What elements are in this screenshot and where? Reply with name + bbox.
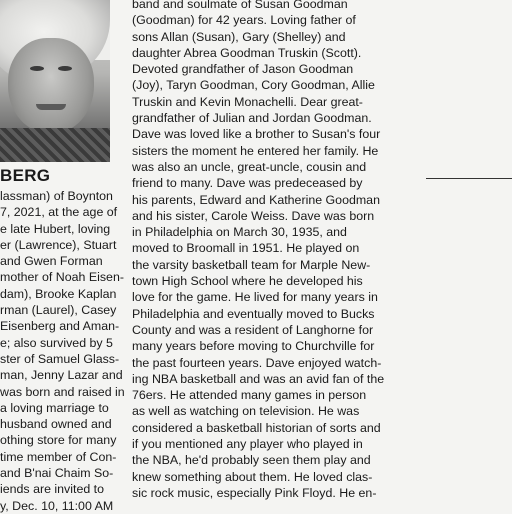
text-line: the NBA, he'd probably seen them play and: [132, 453, 371, 468]
text-line: many years before moving to Churchville for: [132, 339, 375, 354]
text-line: a loving marriage to: [0, 400, 109, 415]
text-line: Dave was loved like a brother to Susan's four: [132, 127, 381, 142]
text-line: sic rock music, especially Pink Floyd. He en-: [132, 485, 377, 500]
text-line: love for the game. He lived for many years in: [132, 290, 378, 305]
text-line: moved to Broomall in 1951. He played on: [132, 241, 360, 256]
text-line: town High School where he developed his: [132, 274, 363, 289]
text-line: Eisenberg and Aman-: [0, 319, 120, 334]
photo-face: [8, 38, 94, 134]
text-line: (Goodman) for 42 years. Loving father of: [132, 13, 356, 28]
text-line: 76ers. He attended many games in person: [132, 388, 367, 403]
text-line: grandfather of Julian and Jordan Goodman.: [132, 111, 372, 126]
obituary-left-text: [0, 188, 128, 514]
photo-eye-left: [30, 66, 44, 71]
text-line: iends are invited to: [0, 482, 105, 497]
text-line: and B'nai Chaim So-: [0, 466, 114, 481]
obituary-portrait-photo: [0, 0, 110, 162]
text-line: band and soulmate of Susan Goodman: [132, 0, 348, 11]
text-line: Philadelphia and eventually moved to Bucks: [132, 306, 375, 321]
photo-eye-right: [58, 66, 72, 71]
text-line: daughter Abrea Goodman Truskin (Scott).: [132, 45, 362, 60]
text-line: mother of Noah Eisen-: [0, 270, 124, 285]
text-line: was also an uncle, great-uncle, cousin and: [132, 159, 367, 174]
text-line: sons Allan (Susan), Gary (Shelley) and: [132, 29, 346, 44]
text-line: the past fourteen years. Dave enjoyed watch-: [132, 355, 382, 370]
text-line: e late Hubert, loving: [0, 221, 111, 236]
text-line: and his sister, Carole Weiss. Dave was born: [132, 208, 375, 223]
obituary-divider-rule: [426, 178, 512, 179]
text-line: Devoted grandfather of Jason Goodman: [132, 62, 354, 77]
text-line: (Joy), Taryn Goodman, Cory Goodman, Allie: [132, 78, 375, 93]
obituary-middle-column: [132, 0, 409, 501]
obituary-name-heading: BERG: [0, 166, 51, 185]
text-line: as well as watching on television. He was: [132, 404, 360, 419]
text-line: Truskin and Kevin Monachelli. Dear great-: [132, 94, 363, 109]
text-line: er (Lawrence), Stuart: [0, 237, 117, 252]
obituary-left-column: [0, 0, 128, 514]
photo-mouth: [36, 104, 66, 110]
text-line: County and was a resident of Langhorne for: [132, 322, 374, 337]
text-line: y, Dec. 10, 11:00 AM: [0, 498, 114, 513]
text-line: his parents, Edward and Katherine Goodman: [132, 192, 380, 207]
text-line: ing NBA basketball and was an avid fan of the: [132, 371, 385, 386]
obituary-middle-text: [132, 0, 409, 501]
text-line: man, Jenny Lazar and: [0, 368, 123, 383]
text-line: was born and raised in: [0, 384, 125, 399]
text-line: and Gwen Forman: [0, 254, 103, 269]
text-line: friend to many. Dave was predeceased by: [132, 176, 363, 191]
text-line: considered a basketball historian of sorts and: [132, 420, 381, 435]
text-line: husband owned and: [0, 417, 112, 432]
text-line: if you mentioned any player who played in: [132, 437, 363, 452]
text-line: othing store for many: [0, 433, 117, 448]
text-line: 7, 2021, at the age of: [0, 205, 118, 220]
text-line: in Philadelphia on March 30, 1935, and: [132, 225, 347, 240]
text-line: ster of Samuel Glass-: [0, 351, 120, 366]
text-line: time member of Con-: [0, 449, 117, 464]
text-line: lassman) of Boynton: [0, 189, 113, 203]
text-line: e; also survived by 5: [0, 335, 113, 350]
photo-shirt: [0, 128, 110, 162]
text-line: dam), Brooke Kaplan: [0, 286, 117, 301]
text-line: sisters the moment he entered her family. He: [132, 143, 379, 158]
text-line: knew something about them. He loved clas-: [132, 469, 373, 484]
text-line: the varsity basketball team for Marple New-: [132, 257, 371, 272]
text-line: rman (Laurel), Casey: [0, 303, 117, 318]
